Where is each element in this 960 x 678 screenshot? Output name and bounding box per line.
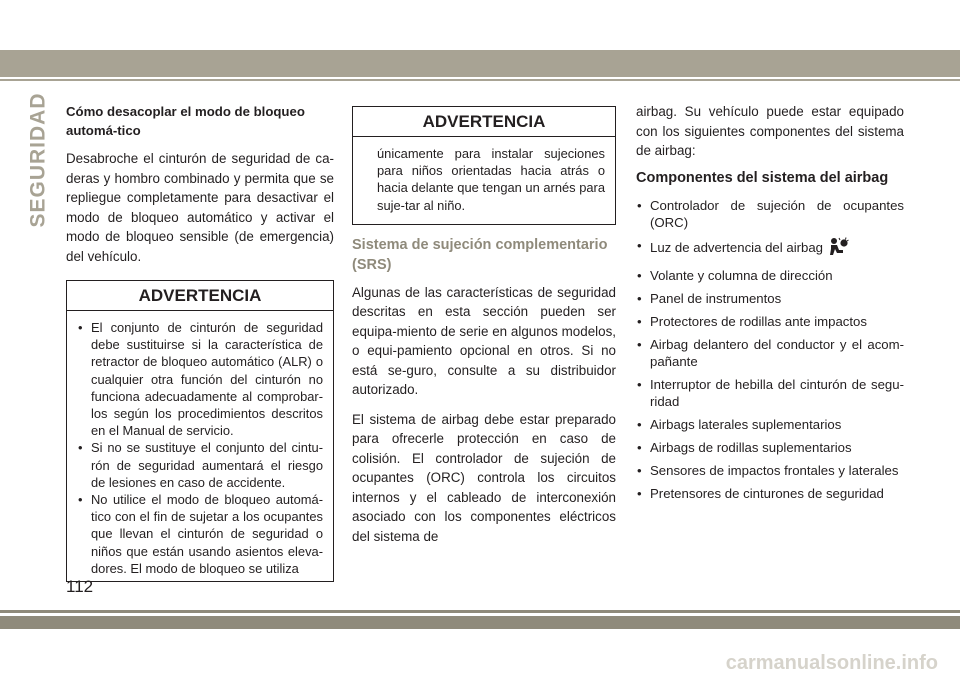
column-right (636, 102, 904, 508)
paragraph-srs-2: El sistema de airbag debe estar preparado para ofrecerle protección en caso de colisión. El controlador de sujeción de ocupantes (ORC) controla los circuitos internos y el cableado de interconexión asociado con los componentes eléctricos del sistema de (352, 411, 616, 544)
paragraph-srs-1: Algunas de las características de seguridad descritas en esta sección pueden ser equipa-miento de serie en algunos modelos, o equi-pamiento opcional en otros. Si no está se-guro, consulte a su distribuidor autorizado. (352, 284, 616, 398)
airbag-warning-icon (827, 237, 849, 261)
section-tab (24, 92, 52, 228)
list-item-airbag-light (636, 237, 904, 261)
list-item-text: Luz de advertencia del airbag (650, 239, 824, 255)
page-number: 112 (66, 577, 94, 596)
header-band (0, 50, 960, 77)
header-rule (0, 79, 960, 81)
section-tab-label: SEGURIDAD (26, 92, 50, 228)
warning-item: • No utilice el modo de bloqueo automá-tico con el fin de sujetar a los ocupantes que llevan el cinturón de seguridad o niños que están usando asientos eleva-dores. El modo de bloqueo se utiliza (77, 491, 323, 577)
list-item: • Airbags de rodillas suplementarios (636, 439, 904, 456)
list-item: • Protectores de rodillas ante impactos (636, 313, 904, 330)
warning-box (66, 280, 334, 582)
warning-item: • El conjunto de cinturón de seguridad debe sustituirse si la característica de retractor de bloqueo automático (ALR) o cualquier otra función del cinturón no funciona adecuadamente al comprobar-los según los procedimientos descritos en el Manual de servicio. (77, 319, 323, 439)
paragraph-airbag: airbag. Su vehículo puede estar equipado con los siguientes componentes del sistema de airbag: (636, 104, 904, 158)
list-item: • Volante y columna de dirección (636, 267, 904, 284)
warning-body (353, 137, 615, 224)
list-item: • Pretensores de cinturones de seguridad (636, 485, 904, 502)
list-item: • Airbags laterales suplementarios (636, 416, 904, 433)
components-list (636, 197, 904, 502)
srs-heading: Sistema de sujeción complementario (SRS) (352, 236, 608, 273)
list-item: • Interruptor de hebilla del cinturón de segu-ridad (636, 376, 904, 410)
column-left (66, 102, 334, 582)
warning-text: únicamente para instalar sujeciones para niños orientadas hacia atrás o hacia delante que tengan un arnés para suje-tar al niño. (377, 146, 605, 213)
components-heading: Componentes del sistema del airbag (636, 169, 889, 186)
list-item: • Controlador de sujeción de ocupantes (ORC) (636, 197, 904, 231)
list-item: • Panel de instrumentos (636, 290, 904, 307)
subheading-disengage: Cómo desacoplar el modo de bloqueo automá-tico (66, 104, 305, 138)
paragraph-disengage: Desabroche el cinturón de seguridad de ca-deras y hombro combinado y permita que se repliegue completamente para desactivar el modo de bloqueo automático y activar el modo de bloqueo sensible (de emergencia) del vehículo. (66, 151, 334, 264)
warning-title: ADVERTENCIA (353, 107, 615, 137)
warning-item: • Si no se sustituye el conjunto del cintu-rón de seguridad aumentará el riesgo de lesiones en caso de accidente. (77, 439, 323, 491)
column-middle (352, 106, 616, 556)
watermark: carmanualsonline.info (725, 652, 938, 674)
warning-title: ADVERTENCIA (67, 281, 333, 311)
warning-body (67, 311, 333, 581)
list-item: • Sensores de impactos frontales y laterales (636, 462, 904, 479)
list-item: • Airbag delantero del conductor y el acom-pañante (636, 336, 904, 370)
footer-band (0, 616, 960, 629)
footer-rule (0, 610, 960, 613)
warning-box-continued (352, 106, 616, 225)
